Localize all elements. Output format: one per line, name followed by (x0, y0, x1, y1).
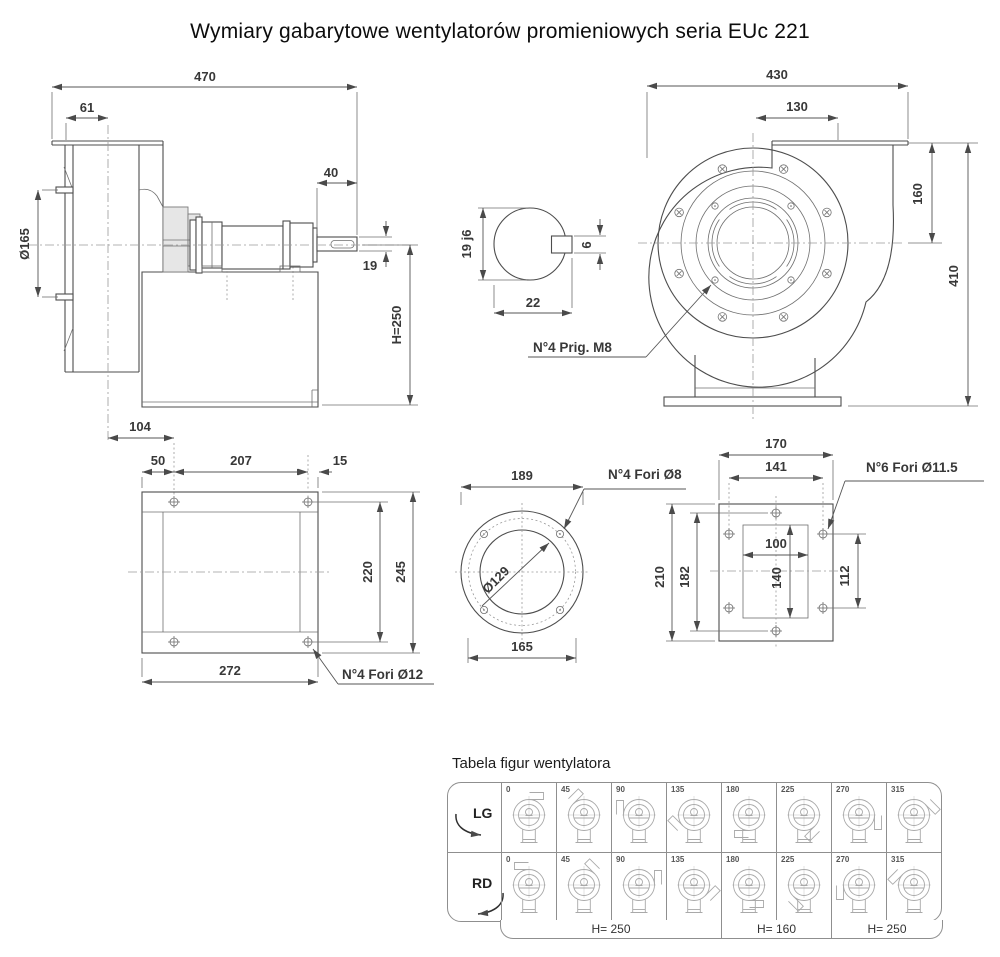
dim-duct-width: 100 (765, 536, 787, 551)
orientation-angle-label: 225 (781, 855, 795, 864)
dim-shaft-diameter-tolerance: 19 j6 (459, 229, 474, 259)
dim-bolt-circle: 165 (511, 639, 533, 654)
fan-orientation-figure (832, 857, 886, 919)
dim-total-length: 470 (194, 69, 216, 84)
dim-base-length: 272 (219, 663, 241, 678)
fan-orientation-figure (777, 857, 831, 919)
fan-orientation-figure (612, 787, 666, 849)
fan-orientation-figure (887, 857, 941, 919)
fan-orientation-cell (556, 783, 611, 852)
fan-orientation-cell (611, 783, 666, 852)
front-view (638, 67, 978, 420)
height-label: H= 250 (831, 920, 942, 938)
label-m8-holes: N°4 Prig. M8 (533, 340, 612, 355)
fan-orientation-figure (722, 787, 776, 849)
fan-orientation-cell (776, 783, 831, 852)
fan-orientation-cell (776, 852, 831, 921)
fan-orientation-cell (831, 783, 886, 852)
orientation-angle-label: 270 (836, 785, 850, 794)
fan-orientation-cell (611, 852, 666, 921)
orientation-angle-label: 270 (836, 855, 850, 864)
fan-orientation-figure (612, 857, 666, 919)
dim-hole-pitch-width: 220 (360, 561, 375, 583)
dim-front-margin: 50 (150, 453, 166, 468)
fan-orientation-figure (557, 787, 611, 849)
fan-table-row-label-cell (448, 852, 501, 921)
fan-table-title: Tabela figur wentylatora (452, 755, 611, 772)
dim-flange-outer: 189 (511, 468, 533, 483)
dim-outlet-outer-height: 210 (652, 566, 667, 588)
dim-shaft-length: 40 (323, 165, 339, 180)
dim-section-width: 22 (525, 295, 541, 310)
dim-side-hole-pitch: 112 (837, 565, 852, 587)
orientation-angle-label: 0 (506, 785, 511, 794)
fan-orientation-figure (502, 787, 556, 849)
base-view (128, 453, 434, 684)
orientation-angle-label: 135 (671, 855, 685, 864)
dim-flange-depth: 61 (79, 100, 95, 115)
dim-base-width: 245 (393, 561, 408, 583)
fan-orientation-figure (887, 787, 941, 849)
fan-orientation-cell (501, 783, 556, 852)
fan-orientation-figure (557, 857, 611, 919)
fan-orientation-cell (556, 852, 611, 921)
orientation-angle-label: 90 (616, 785, 625, 794)
dim-height: H=250 (389, 305, 404, 345)
orientation-angle-label: 45 (561, 785, 570, 794)
fan-orientation-cell (831, 852, 886, 921)
fan-orientation-cell (886, 852, 941, 921)
dim-inlet-diameter: Ø165 (17, 228, 32, 260)
orientation-angle-label: 180 (726, 785, 740, 794)
dim-key-height: 6 (579, 241, 594, 249)
fan-orientation-cell (666, 852, 721, 921)
outlet-flange-view (652, 436, 984, 649)
shaft-section-detail (459, 208, 711, 357)
rotation-direction-arrow-icon (450, 811, 494, 841)
fan-orientation-figure (777, 787, 831, 849)
dim-front-height: 410 (946, 265, 961, 287)
fan-orientation-figure (667, 787, 721, 849)
page-title: Wymiary gabarytowe wentylatorów promieniowych seria EUc 221 (190, 20, 810, 43)
height-label: H= 160 (721, 920, 831, 938)
fan-table-row-label-cell (448, 783, 501, 852)
dim-bore-diameter: Ø129 (479, 563, 513, 597)
fan-orientation-cell (666, 783, 721, 852)
dim-shaft-step: 19 (362, 258, 378, 273)
orientation-angle-label: 45 (561, 855, 570, 864)
dim-outlet-offset: 130 (786, 99, 808, 114)
dim-outlet-hole-pitch-w: 141 (765, 459, 787, 474)
height-label: H= 250 (591, 922, 631, 936)
inlet-flange-view (455, 467, 686, 663)
dim-base-offset: 104 (129, 419, 151, 434)
orientation-angle-label: 180 (726, 855, 740, 864)
dim-outlet-outer-width: 170 (765, 436, 787, 451)
dim-outlet-hole-pitch-h: 182 (677, 566, 692, 588)
orientation-angle-label: 315 (891, 785, 905, 794)
rotation-direction-label: RD (472, 875, 493, 891)
fan-figure-table (447, 782, 942, 922)
fan-orientation-figure (832, 787, 886, 849)
label-base-holes: N°4 Fori Ø12 (342, 667, 424, 682)
fan-orientation-cell (721, 852, 776, 921)
dim-flange-to-axis: 160 (910, 183, 925, 205)
orientation-angle-label: 135 (671, 785, 685, 794)
orientation-angle-label: 0 (506, 855, 511, 864)
fan-orientation-cell (721, 783, 776, 852)
dim-hole-pitch-length: 207 (230, 453, 252, 468)
label-outlet-flange-holes: N°6 Fori Ø11.5 (866, 460, 958, 475)
fan-orientation-figure (502, 857, 556, 919)
fan-table-footer (500, 920, 943, 939)
fan-orientation-cell (501, 852, 556, 921)
orientation-angle-label: 315 (891, 855, 905, 864)
orientation-angle-label: 225 (781, 785, 795, 794)
fan-orientation-cell (886, 783, 941, 852)
fan-orientation-figure (667, 857, 721, 919)
side-view (17, 69, 418, 497)
dim-front-width: 430 (766, 67, 788, 82)
fan-orientation-figure (722, 857, 776, 919)
shaft (317, 237, 357, 251)
dim-duct-height: 140 (769, 567, 784, 589)
orientation-angle-label: 90 (616, 855, 625, 864)
dim-rear-margin: 15 (332, 453, 348, 468)
rotation-direction-label: LG (473, 805, 493, 821)
label-inlet-flange-holes: N°4 Fori Ø8 (608, 467, 682, 482)
